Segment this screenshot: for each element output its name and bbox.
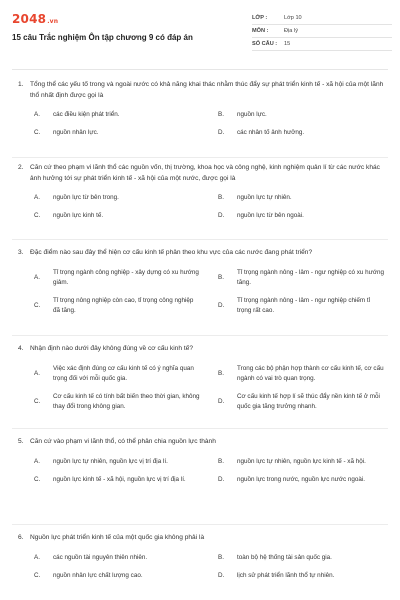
option-text: toàn bộ hệ thống tài sản quốc gia. [237, 553, 332, 561]
option-d[interactable] [202, 571, 386, 581]
question-text: Căn cứ vào phạm vi lãnh thổ, có thể phân chia nguồn lực thành [30, 438, 216, 445]
question-5 [18, 437, 386, 485]
option-letter: C. [34, 129, 41, 136]
option-b[interactable] [202, 364, 386, 384]
option-letter: C. [34, 212, 41, 219]
logo-suffix: .vn [47, 18, 59, 25]
meta-row-count [252, 38, 392, 51]
question-number: 3. [18, 249, 24, 256]
option-b[interactable] [202, 553, 386, 563]
document-title: 15 câu Trắc nghiệm Ôn tập chương 9 có đáp án [12, 33, 193, 42]
option-letter: B. [218, 194, 224, 201]
option-a[interactable] [18, 364, 202, 384]
question-divider [12, 335, 388, 336]
option-text: nguồn lực từ bên ngoài. [237, 212, 304, 219]
option-letter: C. [34, 397, 41, 405]
option-b[interactable] [202, 268, 386, 288]
option-text: nguồn nhân lực chất lượng cao. [53, 571, 143, 579]
meta-row-subject [252, 25, 392, 38]
option-a[interactable] [18, 268, 202, 288]
option-b[interactable] [202, 457, 386, 467]
option-text: Cơ cấu kinh tế hợp lí sẽ thúc đẩy nền kinh tế ở mỗi quốc gia tăng trưởng nhanh. [237, 392, 380, 410]
option-d[interactable] [202, 128, 386, 138]
option-letter: A. [34, 553, 40, 561]
question-text: Tổng thể các yếu tố trong và ngoài nước có khả năng khai thác nhằm thúc đẩy sự phát triển kinh tế - xã hội của một lãnh thổ nhất định được gọi là [30, 81, 384, 99]
option-letter: D. [218, 301, 225, 309]
option-letter: A. [34, 369, 40, 377]
question-6 [18, 533, 386, 581]
meta-row-class [252, 12, 392, 25]
option-a[interactable] [18, 553, 202, 563]
question-3 [18, 248, 386, 316]
question-number: 4. [18, 345, 24, 352]
option-letter: B. [218, 111, 224, 118]
option-b[interactable] [202, 193, 386, 203]
option-letter: D. [218, 212, 225, 219]
answer-options [18, 553, 386, 581]
question-divider [12, 428, 388, 429]
option-letter: D. [218, 571, 225, 579]
option-letter: D. [218, 129, 225, 136]
meta-value: Địa lý [284, 28, 298, 34]
option-a[interactable] [18, 457, 202, 467]
page-header [0, 0, 400, 62]
meta-label: SỐ CÂU : [252, 41, 278, 47]
option-letter: C. [34, 301, 41, 309]
option-text: các điều kiện phát triển. [53, 111, 120, 118]
question-divider [12, 157, 388, 158]
option-a[interactable] [18, 193, 202, 203]
option-c[interactable] [18, 211, 202, 221]
option-text: nguồn lực kinh tế - xã hội, nguồn lực vị trí địa lí. [53, 475, 186, 483]
option-b[interactable] [202, 110, 386, 120]
logo-main: 2048 [12, 12, 47, 26]
question-number: 2. [18, 164, 24, 171]
option-text: các nguồn tài nguyên thiên nhiên. [53, 553, 148, 561]
question-text: Nhận định nào dưới đây không đúng về cơ cấu kinh tế? [30, 345, 193, 352]
option-text: nguồn lực tự nhiên. [237, 194, 292, 201]
option-text: Cơ cấu kinh tế có tính bất biến theo thời gian, không thay đổi trong không gian. [53, 392, 200, 410]
option-c[interactable] [18, 475, 202, 485]
question-1 [18, 80, 386, 138]
meta-value: Lớp 10 [284, 15, 302, 21]
option-text: nguồn lực tự nhiên, nguồn lực vị trí địa lí. [53, 457, 168, 465]
option-text: Tỉ trọng ngành nông - lâm - ngư nghiệp chiếm tỉ trọng rất cao. [237, 296, 371, 314]
answer-options [18, 110, 386, 138]
option-c[interactable] [18, 392, 202, 412]
option-text: Tỉ trọng nông nghiệp còn cao, tỉ trọng công nghiệp đã tăng. [53, 296, 194, 314]
site-logo[interactable] [12, 12, 58, 26]
option-text: Việc xác định đúng cơ cấu kinh tế có ý nghĩa quan trọng đối với mỗi quốc gia. [53, 364, 194, 382]
option-text: Tỉ trọng ngành công nghiệp - xây dựng có xu hướng giảm. [53, 268, 199, 286]
answer-options [18, 364, 386, 412]
question-text: Nguồn lực phát triển kinh tế của một quốc gia không phải là [30, 534, 205, 541]
option-d[interactable] [202, 211, 386, 221]
option-letter: B. [218, 273, 224, 281]
option-letter: A. [34, 111, 40, 118]
option-c[interactable] [18, 128, 202, 138]
option-letter: B. [218, 553, 224, 561]
option-text: các nhân tố ảnh hưởng. [237, 129, 305, 136]
option-d[interactable] [202, 392, 386, 412]
question-number: 6. [18, 534, 24, 541]
option-d[interactable] [202, 475, 386, 485]
option-a[interactable] [18, 110, 202, 120]
option-text: lịch sử phát triển lãnh thổ tự nhiên. [237, 571, 335, 579]
option-text: nguồn lực kinh tế. [53, 212, 104, 219]
option-text: Tỉ trọng ngành nông - lâm - ngư nghiệp có xu hướng tăng. [237, 268, 384, 286]
answer-options [18, 457, 386, 485]
header-divider [12, 69, 388, 70]
option-letter: B. [218, 369, 224, 377]
option-letter: A. [34, 273, 40, 281]
question-text: Đặc điểm nào sau đây thể hiện cơ cấu kinh tế phân theo khu vực của các nước đang phát triển? [30, 249, 313, 256]
option-text: nguồn lực tự nhiên, nguồn lực kinh tế - xã hội. [237, 457, 366, 465]
option-letter: A. [34, 194, 40, 201]
option-text: nguồn lực. [237, 111, 267, 118]
meta-value: 15 [284, 41, 291, 47]
option-letter: A. [34, 457, 40, 465]
question-divider [12, 239, 388, 240]
option-letter: C. [34, 571, 41, 579]
question-2 [18, 163, 386, 221]
option-letter: C. [34, 475, 41, 483]
answer-options [18, 268, 386, 316]
option-text: Trong các bộ phận hợp thành cơ cấu kinh tế, cơ cấu ngành có vai trò quan trọng. [237, 364, 384, 382]
meta-label: LỚP : [252, 15, 268, 21]
option-c[interactable] [18, 296, 202, 316]
option-letter: B. [218, 457, 224, 465]
option-text: nguồn lực trong nước, nguồn lực nước ngoài. [237, 475, 366, 483]
option-d[interactable] [202, 296, 386, 316]
question-text: Căn cứ theo phạm vi lãnh thổ các nguồn vốn, thị trường, khoa học và công nghệ, kinh nghiệm quản lí từ các nước khác ảnh hưởng tới sự phát triển kinh tế - xã hội của một nước, được gọi là [30, 164, 380, 182]
question-divider [12, 524, 388, 525]
answer-options [18, 193, 386, 221]
document-meta [252, 12, 392, 51]
option-letter: D. [218, 475, 225, 483]
option-text: nguồn lực từ bên trong. [53, 194, 119, 201]
question-4 [18, 344, 386, 412]
option-c[interactable] [18, 571, 202, 581]
option-text: nguồn nhân lực. [53, 129, 99, 136]
question-number: 5. [18, 438, 24, 445]
meta-label: MÔN : [252, 28, 269, 34]
question-number: 1. [18, 81, 24, 88]
option-letter: D. [218, 397, 225, 405]
